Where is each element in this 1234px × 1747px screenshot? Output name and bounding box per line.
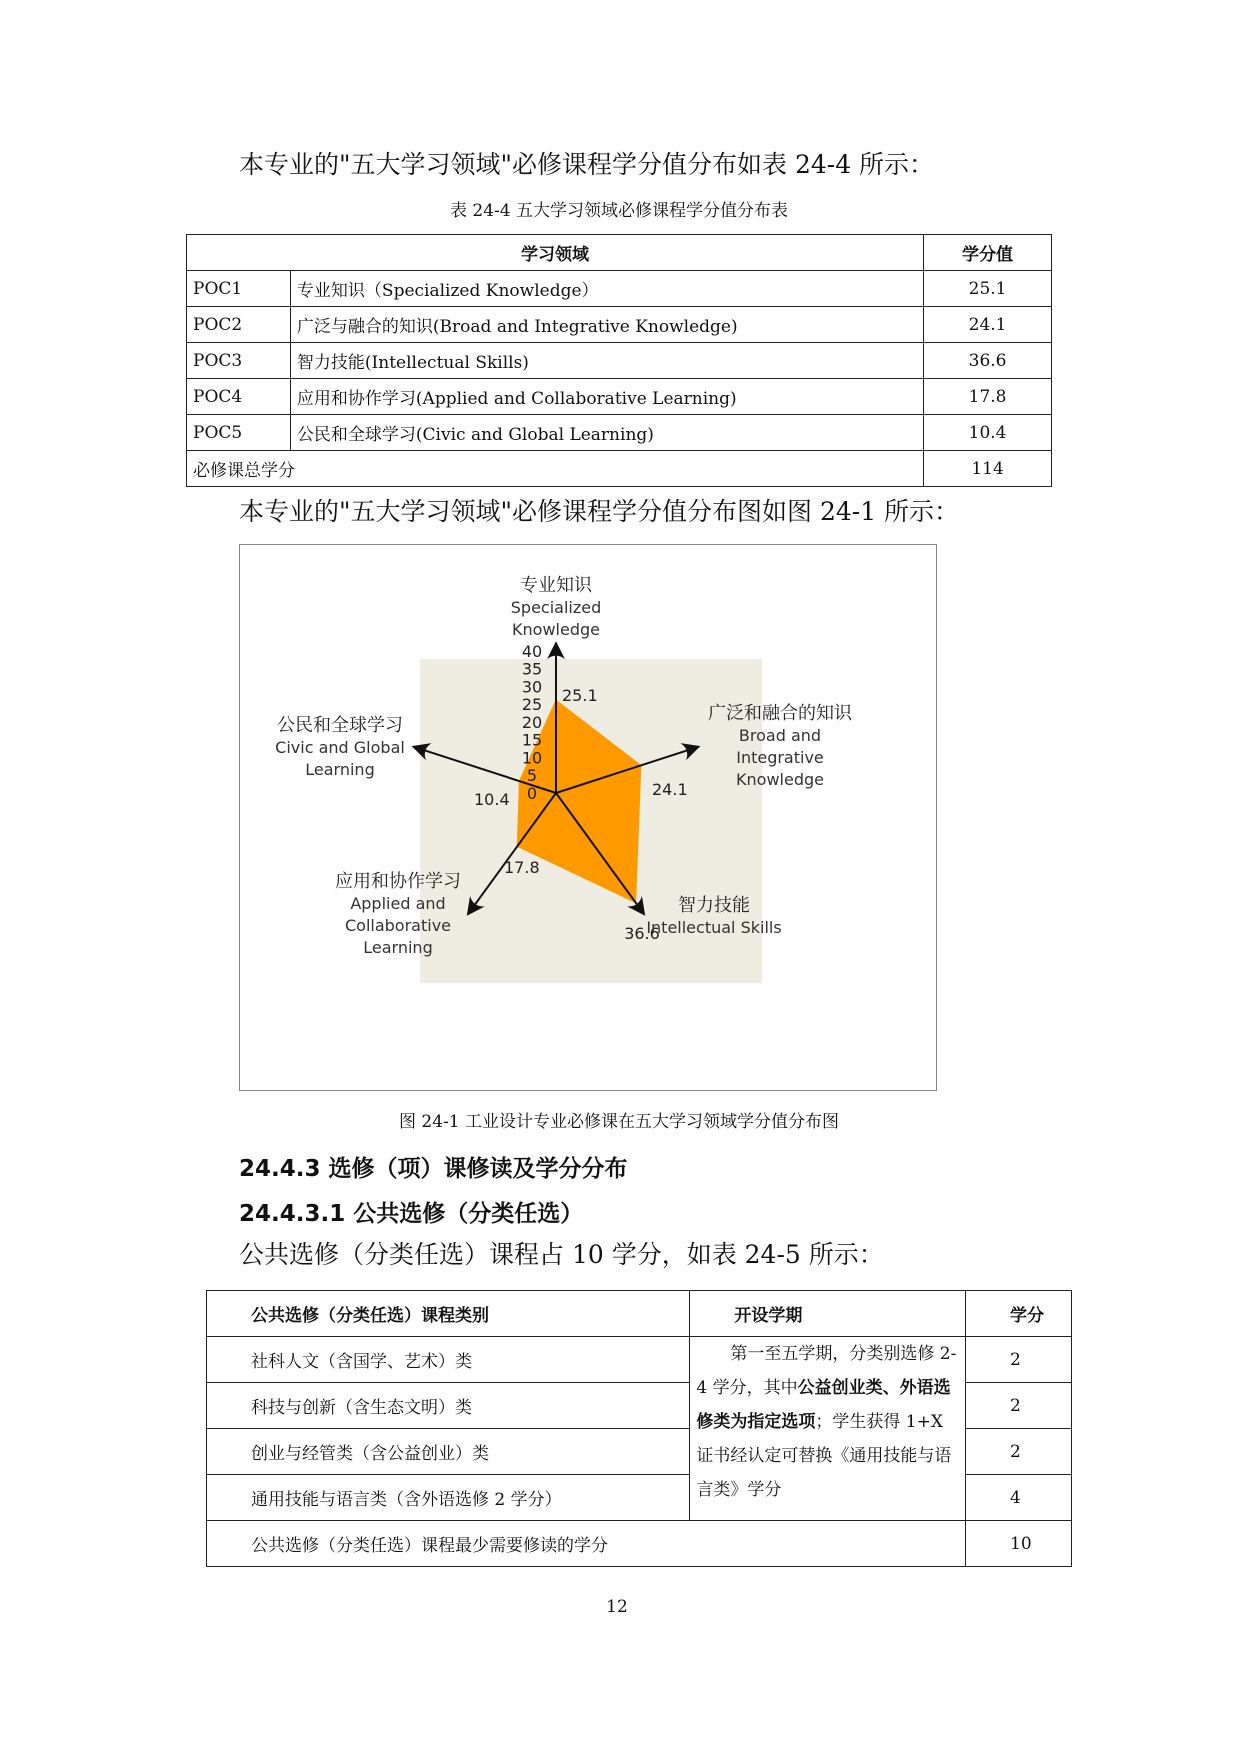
intro-text-1: 本专业的"五大学习领域"必修课程学分值分布如表 24-4 所示：	[239, 150, 935, 179]
row-name: 专业知识（Specialized Knowledge）	[290, 271, 923, 307]
row-credit: 2	[966, 1383, 1072, 1429]
data-value-label: 10.4	[474, 790, 510, 809]
row-code: POC2	[187, 307, 291, 343]
min-credit-label: 公共选修（分类任选）课程最少需要修读的学分	[207, 1521, 966, 1567]
table-header-row	[187, 235, 1052, 271]
row-category: 创业与经管类（含公益创业）类	[207, 1429, 690, 1475]
scale-tick-label: 20	[521, 712, 543, 732]
scale-tick-label: 30	[521, 677, 543, 697]
header-domain: 学习领域	[187, 235, 924, 271]
term-note-a: 第一至五学期，分类别选修 2-4 学分，其中	[696, 1344, 957, 1398]
intro-text-3: 公共选修（分类任选）课程占 10 学分，如表 24-5 所示：	[239, 1240, 884, 1269]
data-value-label: 24.1	[652, 780, 688, 799]
row-credit: 36.6	[924, 343, 1052, 379]
scale-tick-label: 40	[521, 641, 543, 661]
radar-chart	[240, 545, 936, 1090]
figure-caption: 图 24-1 工业设计专业必修课在五大学习领域学分值分布图	[399, 1112, 839, 1132]
radar-figure-frame	[239, 544, 937, 1091]
table-row	[187, 343, 1052, 379]
row-category: 科技与创新（含生态文明）类	[207, 1383, 690, 1429]
table1-caption: 表 24-4 五大学习领域必修课程学分值分布表	[450, 201, 788, 221]
term-note	[690, 1337, 966, 1521]
scale-tick-label: 10	[521, 748, 543, 768]
scale-tick-label: 5	[526, 766, 538, 786]
intro-text-2: 本专业的"五大学习领域"必修课程学分值分布图如图 24-1 所示：	[239, 497, 960, 526]
scale-tick-label: 0	[526, 784, 538, 803]
total-label: 必修课总学分	[187, 451, 924, 487]
axis-label-cn: 应用和协作学习	[335, 871, 461, 892]
axis-label-en: Collaborative	[344, 916, 452, 935]
min-credit-row	[207, 1521, 1072, 1567]
row-code: POC5	[187, 415, 291, 451]
axis-label-en: Learning	[363, 938, 433, 957]
page-number: 12	[606, 1597, 628, 1617]
axis-label-en: Integrative	[736, 748, 824, 767]
table-row	[187, 307, 1052, 343]
row-credit: 25.1	[924, 271, 1052, 307]
subsection-heading: 24.4.3.1 公共选修（分类任选）	[239, 1201, 584, 1227]
row-credit: 2	[966, 1429, 1072, 1475]
table-row	[187, 415, 1052, 451]
row-name: 智力技能(Intellectual Skills)	[290, 343, 923, 379]
table-row	[187, 271, 1052, 307]
axis-label-en: Broad and	[738, 726, 822, 745]
row-name: 广泛与融合的知识(Broad and Integrative Knowledge)	[290, 307, 923, 343]
axis-label-en: Specialized	[510, 598, 602, 617]
row-name: 应用和协作学习(Applied and Collaborative Learning)	[290, 379, 923, 415]
axis-label-en: Intellectual Skills	[646, 918, 782, 937]
row-category: 社科人文（含国学、艺术）类	[207, 1337, 690, 1383]
header-category: 公共选修（分类任选）课程类别	[207, 1291, 690, 1337]
scale-tick-label: 25	[521, 695, 543, 715]
row-credit: 24.1	[924, 307, 1052, 343]
axis-label-en: Civic and Global	[275, 738, 405, 757]
axis-label-cn: 智力技能	[678, 895, 750, 916]
min-credit-value: 10	[966, 1521, 1072, 1567]
table-row	[207, 1337, 1072, 1383]
row-code: POC4	[187, 379, 291, 415]
axis-label-en: Learning	[305, 760, 375, 779]
scale-tick-label: 15	[521, 730, 543, 750]
data-value-label: 17.8	[504, 858, 540, 877]
scale-tick-label: 35	[521, 659, 543, 679]
row-name: 公民和全球学习(Civic and Global Learning)	[290, 415, 923, 451]
axis-label-cn: 广泛和融合的知识	[708, 703, 852, 724]
total-row	[187, 451, 1052, 487]
row-credit: 2	[966, 1337, 1072, 1383]
axis-label-en: Knowledge	[736, 770, 824, 789]
header-credit: 学分	[966, 1291, 1072, 1337]
header-credit: 学分值	[924, 235, 1052, 271]
total-credit: 114	[924, 451, 1052, 487]
term-note-bold: 公益创业类、外语选修类为指定选项	[696, 1378, 951, 1432]
axis-label-en: Knowledge	[512, 620, 600, 639]
axis-label-cn: 公民和全球学习	[277, 715, 403, 736]
table-header-row	[207, 1291, 1072, 1337]
row-credit: 10.4	[924, 415, 1052, 451]
row-credit: 17.8	[924, 379, 1052, 415]
header-term: 开设学期	[690, 1291, 966, 1337]
row-code: POC1	[187, 271, 291, 307]
data-value-label: 25.1	[562, 686, 598, 705]
data-value-label: 36.6	[624, 924, 660, 943]
row-code: POC3	[187, 343, 291, 379]
public-elective-table	[206, 1290, 1072, 1567]
row-category: 通用技能与语言类（含外语选修 2 学分）	[207, 1475, 690, 1521]
axis-label-en: Applied and	[350, 894, 446, 913]
table-row	[187, 379, 1052, 415]
term-note-c: ；学生获得 1+X 证书经认定可替换《通用技能与语言类》学分	[696, 1412, 952, 1500]
five-domain-credit-table	[186, 234, 1052, 487]
axis-label-cn: 专业知识	[520, 575, 592, 596]
section-heading: 24.4.3 选修（项）课修读及学分分布	[239, 1156, 628, 1182]
row-credit: 4	[966, 1475, 1072, 1521]
